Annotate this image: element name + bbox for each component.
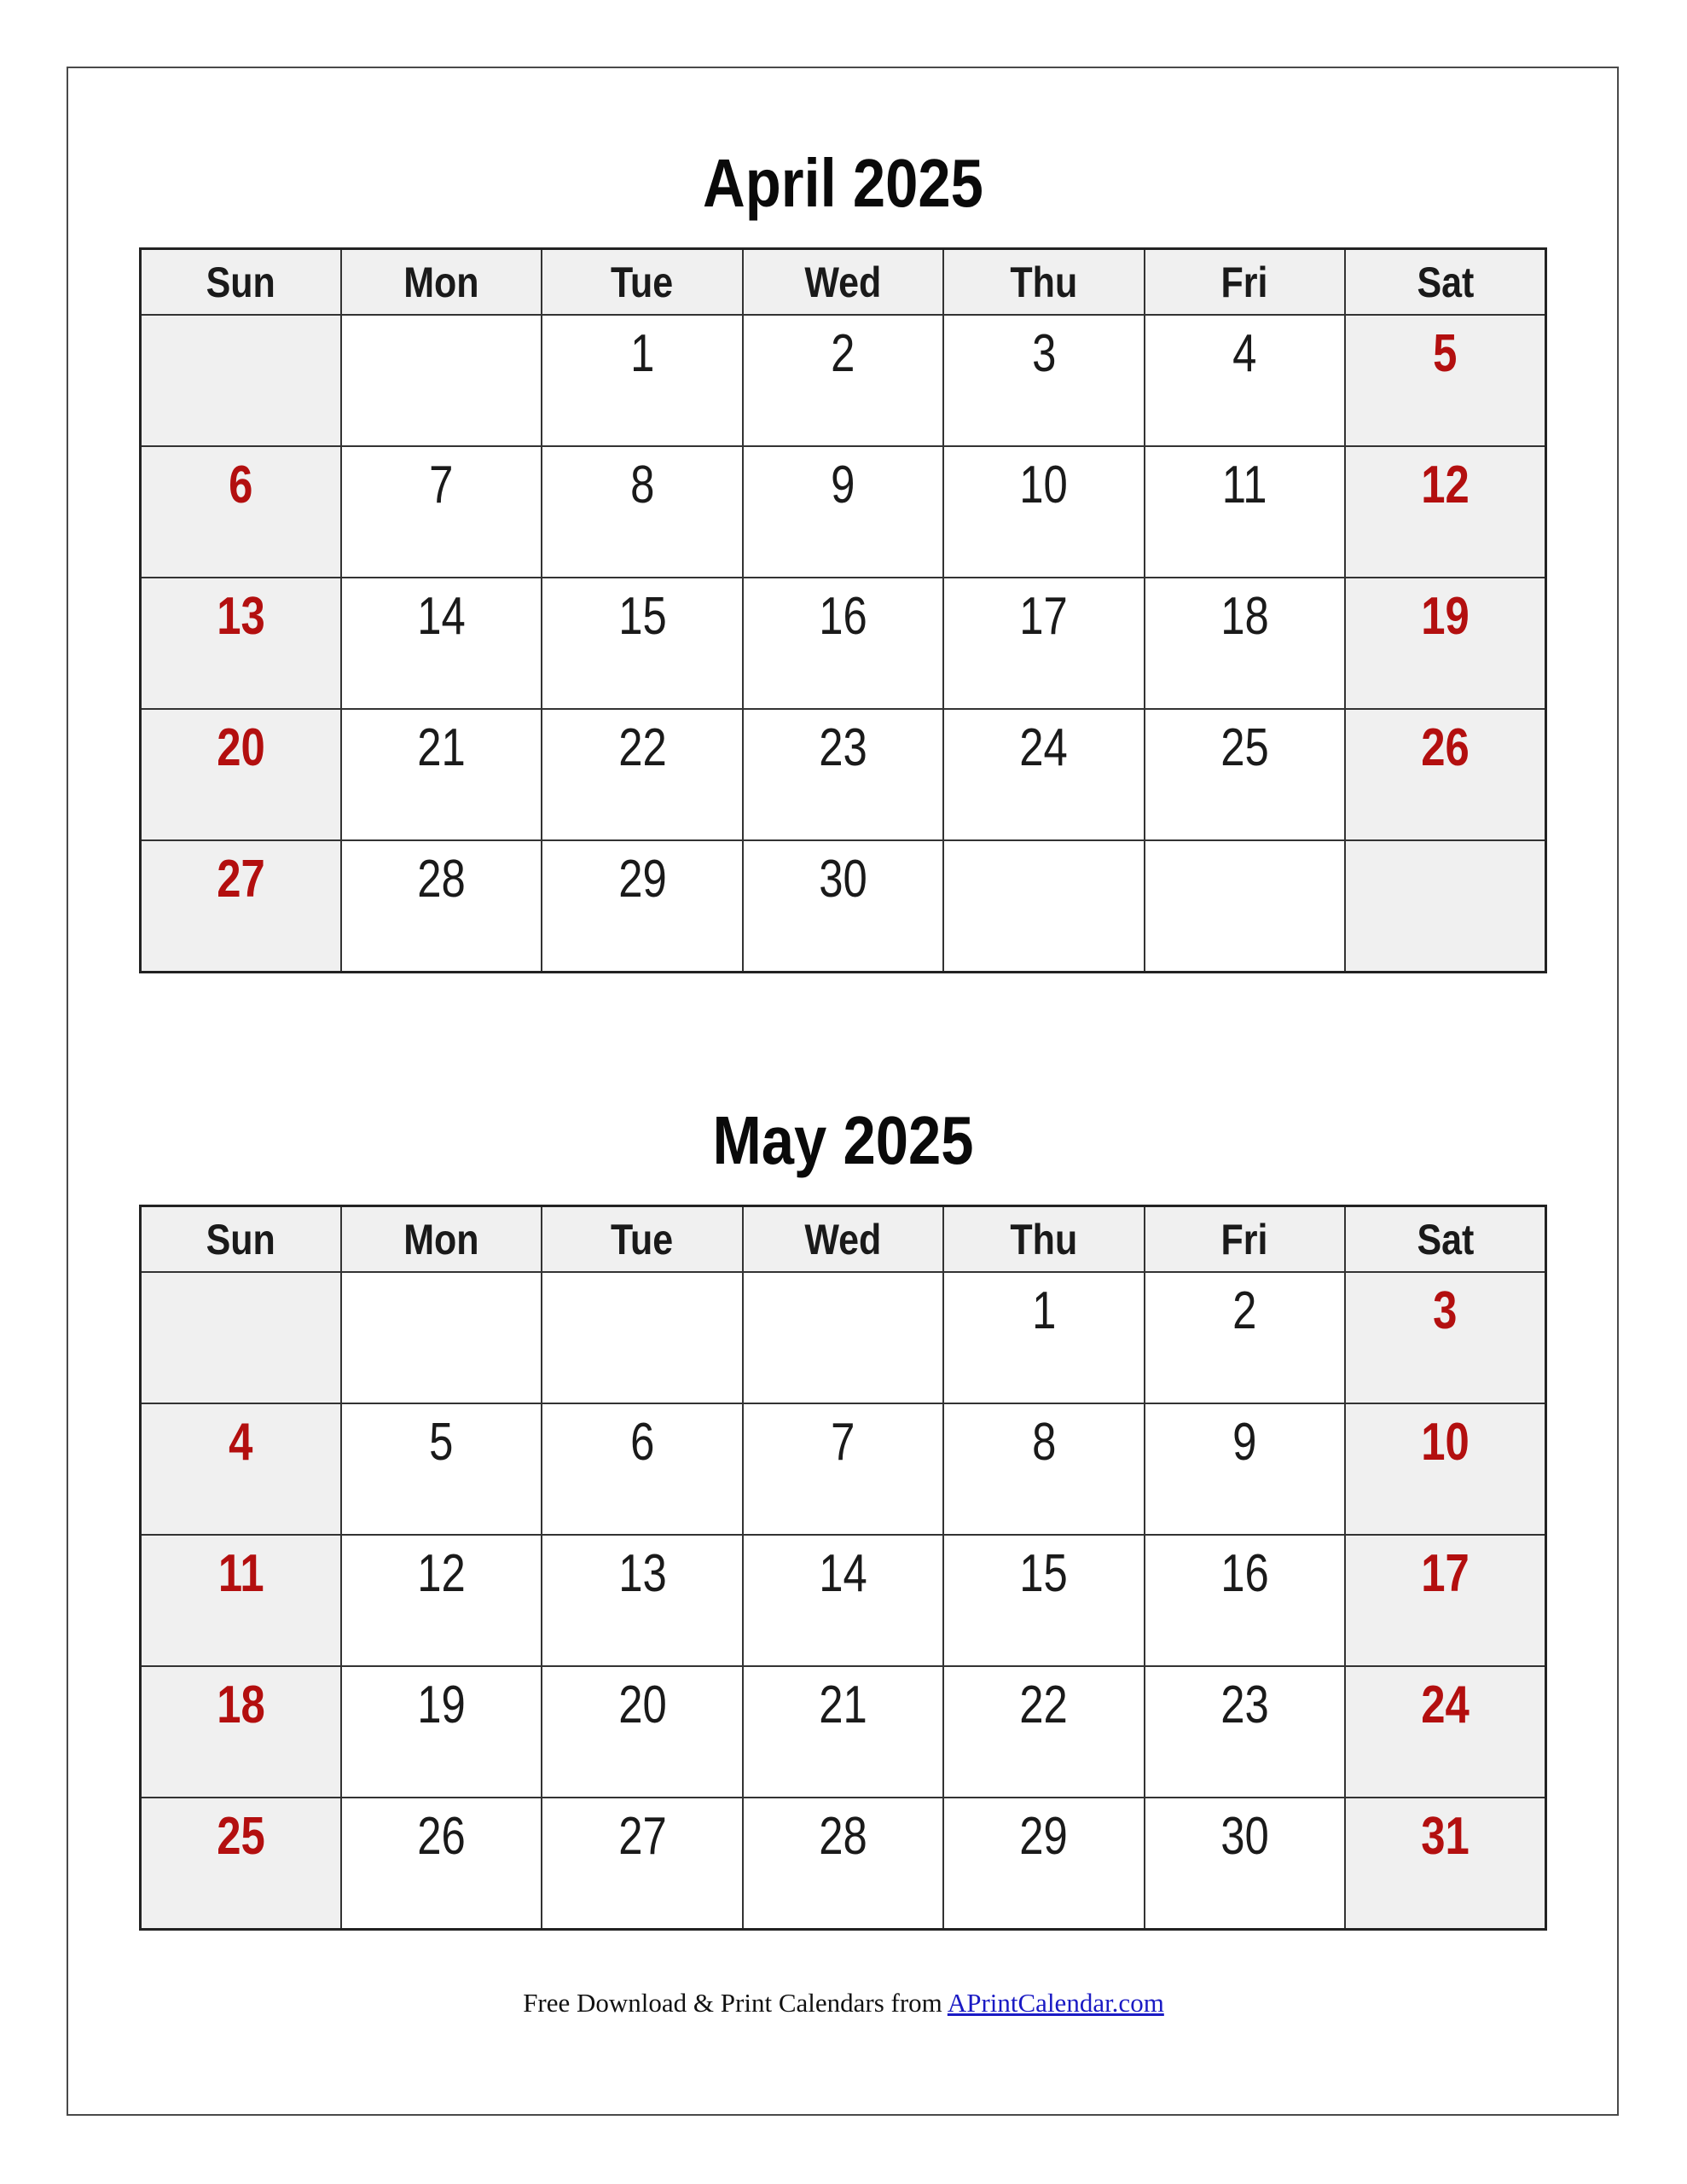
footer	[0, 1988, 1687, 2018]
day-cell	[542, 1272, 742, 1403]
footer-link[interactable]: APrintCalendar.com	[947, 1988, 1164, 2018]
week-row	[141, 578, 1546, 709]
weekday-header: Fri	[1145, 249, 1345, 316]
day-cell: 7	[341, 446, 542, 578]
day-cell: 11	[141, 1535, 341, 1666]
day-cell: 6	[141, 446, 341, 578]
day-cell: 25	[1145, 709, 1345, 840]
day-cell: 7	[743, 1403, 943, 1535]
day-cell	[1345, 840, 1545, 973]
day-cell: 18	[1145, 578, 1345, 709]
week-row	[141, 840, 1546, 973]
day-cell: 12	[341, 1535, 542, 1666]
week-row	[141, 709, 1546, 840]
weekday-header: Fri	[1145, 1206, 1345, 1273]
day-cell: 9	[1145, 1403, 1345, 1535]
day-cell	[1145, 840, 1345, 973]
week-row	[141, 1798, 1546, 1930]
day-cell: 8	[542, 446, 742, 578]
day-cell: 21	[743, 1666, 943, 1798]
weekday-header: Tue	[542, 249, 742, 316]
footer-text: Free Download & Print Calendars from	[523, 1988, 948, 2018]
month-may	[139, 1094, 1547, 1931]
day-cell	[943, 840, 1144, 973]
weekday-header: Thu	[943, 249, 1144, 316]
day-cell: 13	[141, 578, 341, 709]
day-cell: 15	[943, 1535, 1144, 1666]
day-cell	[743, 1272, 943, 1403]
day-cell: 14	[341, 578, 542, 709]
day-cell: 19	[1345, 578, 1545, 709]
day-cell: 22	[542, 709, 742, 840]
month-april	[139, 136, 1547, 973]
day-cell: 27	[542, 1798, 742, 1930]
week-row	[141, 1403, 1546, 1535]
weekday-header-row	[141, 1206, 1546, 1273]
day-cell: 14	[743, 1535, 943, 1666]
day-cell: 5	[1345, 315, 1545, 446]
weekday-header: Wed	[743, 1206, 943, 1273]
day-cell: 8	[943, 1403, 1144, 1535]
day-cell: 1	[943, 1272, 1144, 1403]
day-cell: 31	[1345, 1798, 1545, 1930]
day-cell: 9	[743, 446, 943, 578]
day-cell: 23	[743, 709, 943, 840]
day-cell: 3	[943, 315, 1144, 446]
day-cell: 29	[943, 1798, 1144, 1930]
day-cell: 30	[1145, 1798, 1345, 1930]
day-cell: 27	[141, 840, 341, 973]
weekday-header: Mon	[341, 249, 542, 316]
day-cell: 24	[1345, 1666, 1545, 1798]
day-cell: 15	[542, 578, 742, 709]
day-cell: 17	[1345, 1535, 1545, 1666]
weekday-header-row	[141, 249, 1546, 316]
day-cell: 28	[743, 1798, 943, 1930]
calendar-grid	[139, 247, 1547, 973]
week-row	[141, 1535, 1546, 1666]
day-cell: 23	[1145, 1666, 1345, 1798]
day-cell: 26	[1345, 709, 1545, 840]
month-title: May 2025	[712, 1102, 974, 1178]
day-cell: 20	[141, 709, 341, 840]
day-cell: 10	[943, 446, 1144, 578]
month-title: April 2025	[703, 145, 983, 221]
day-cell: 30	[743, 840, 943, 973]
day-cell: 19	[341, 1666, 542, 1798]
day-cell: 28	[341, 840, 542, 973]
day-cell: 24	[943, 709, 1144, 840]
week-row	[141, 315, 1546, 446]
day-cell: 17	[943, 578, 1144, 709]
day-cell	[341, 315, 542, 446]
day-cell: 22	[943, 1666, 1144, 1798]
day-cell: 4	[1145, 315, 1345, 446]
weekday-header: Sat	[1345, 249, 1545, 316]
weekday-header: Thu	[943, 1206, 1144, 1273]
day-cell: 1	[542, 315, 742, 446]
week-row	[141, 446, 1546, 578]
day-cell: 3	[1345, 1272, 1545, 1403]
day-cell: 20	[542, 1666, 742, 1798]
day-cell: 18	[141, 1666, 341, 1798]
day-cell: 25	[141, 1798, 341, 1930]
day-cell: 16	[1145, 1535, 1345, 1666]
day-cell	[141, 1272, 341, 1403]
day-cell: 2	[1145, 1272, 1345, 1403]
weekday-header: Sun	[141, 1206, 341, 1273]
calendar-grid	[139, 1205, 1547, 1931]
day-cell: 12	[1345, 446, 1545, 578]
day-cell: 11	[1145, 446, 1345, 578]
day-cell	[341, 1272, 542, 1403]
weekday-header: Sun	[141, 249, 341, 316]
day-cell: 21	[341, 709, 542, 840]
day-cell: 26	[341, 1798, 542, 1930]
day-cell	[141, 315, 341, 446]
weekday-header: Tue	[542, 1206, 742, 1273]
day-cell: 13	[542, 1535, 742, 1666]
day-cell: 6	[542, 1403, 742, 1535]
weekday-header: Sat	[1345, 1206, 1545, 1273]
day-cell: 16	[743, 578, 943, 709]
day-cell: 4	[141, 1403, 341, 1535]
weekday-header: Mon	[341, 1206, 542, 1273]
day-cell: 5	[341, 1403, 542, 1535]
day-cell: 2	[743, 315, 943, 446]
day-cell: 29	[542, 840, 742, 973]
day-cell: 10	[1345, 1403, 1545, 1535]
week-row	[141, 1272, 1546, 1403]
week-row	[141, 1666, 1546, 1798]
weekday-header: Wed	[743, 249, 943, 316]
